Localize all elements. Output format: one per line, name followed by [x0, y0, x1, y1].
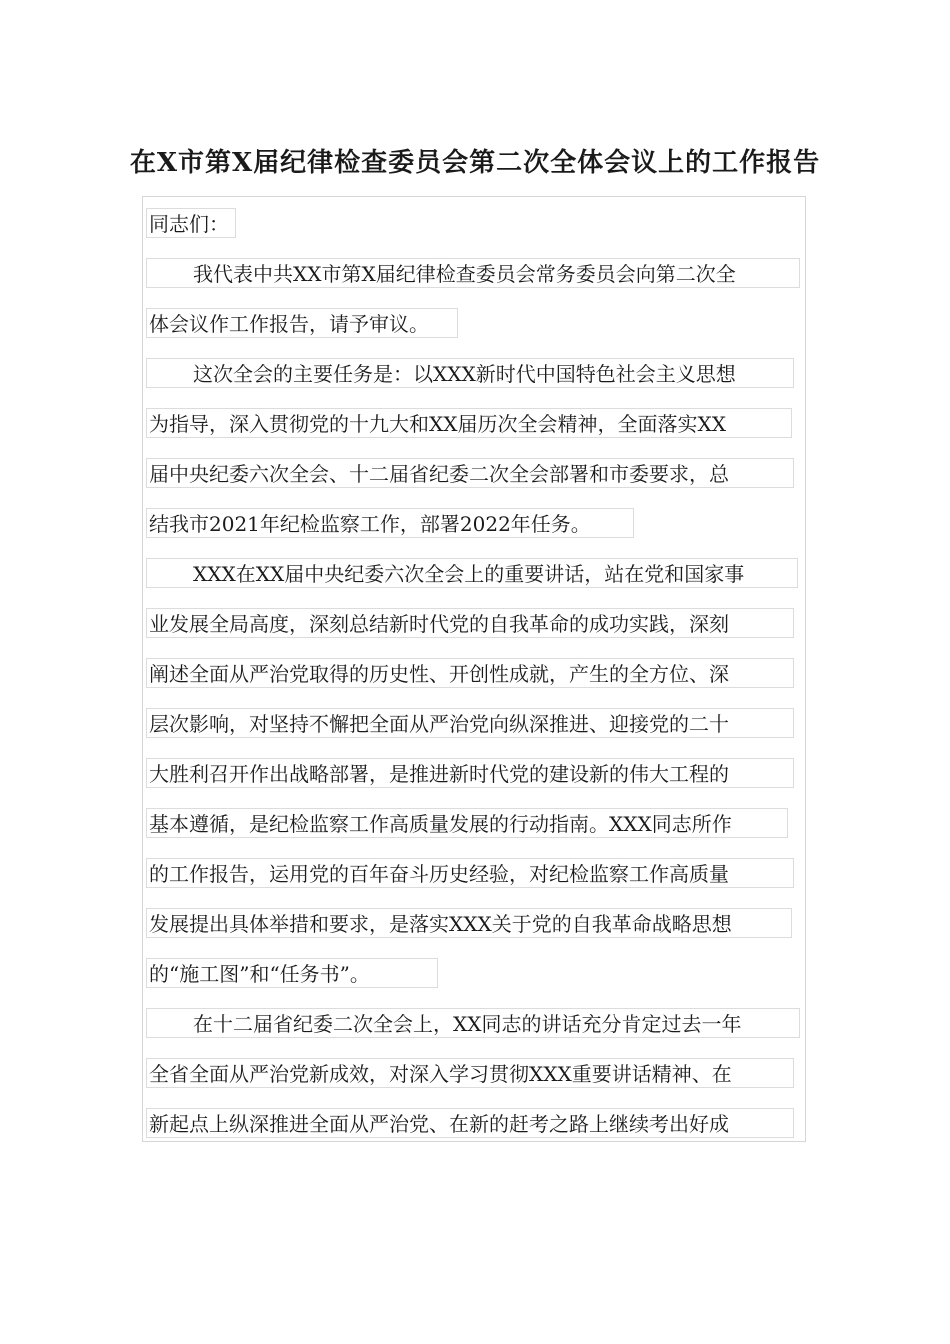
paragraph-line: 我代表中共XX市第X届纪律检查委员会常务委员会向第二次全 [146, 258, 800, 288]
paragraph-line: 新起点上纵深推进全面从严治党、在新的赶考之路上继续考出好成 [146, 1108, 794, 1138]
paragraph-line: 结我市2021年纪检监察工作，部署2022年任务。 [146, 508, 634, 538]
paragraph-line: 发展提出具体举措和要求，是落实XXX关于党的自我革命战略思想 [146, 908, 792, 938]
paragraph-line: 层次影响，对坚持不懈把全面从严治党向纵深推进、迎接党的二十 [146, 708, 794, 738]
paragraph-line: 的工作报告，运用党的百年奋斗历史经验，对纪检监察工作高质量 [146, 858, 794, 888]
salutation: 同志们： [146, 208, 236, 238]
page-title: 在X市第X届纪律检查委员会第二次全体会议上的工作报告 [129, 148, 821, 178]
paragraph-line: 业发展全局高度，深刻总结新时代党的自我革命的成功实践，深刻 [146, 608, 794, 638]
paragraph-line: 在十二届省纪委二次全会上，XX同志的讲话充分肯定过去一年 [146, 1008, 800, 1038]
paragraph-line: 这次全会的主要任务是：以XXX新时代中国特色社会主义思想 [146, 358, 794, 388]
paragraph-line: 的“施工图”和“任务书”。 [146, 958, 438, 988]
paragraph-line: 大胜利召开作出战略部署，是推进新时代党的建设新的伟大工程的 [146, 758, 794, 788]
paragraph-line: 全省全面从严治党新成效，对深入学习贯彻XXX重要讲话精神、在 [146, 1058, 794, 1088]
paragraph-line: 届中央纪委六次全会、十二届省纪委二次全会部署和市委要求，总 [146, 458, 794, 488]
paragraph-line: 为指导，深入贯彻党的十九大和XX届历次全会精神，全面落实XX [146, 408, 792, 438]
paragraph-line: XXX在XX届中央纪委六次全会上的重要讲话，站在党和国家事 [146, 558, 798, 588]
paragraph-line: 基本遵循，是纪检监察工作高质量发展的行动指南。XXX同志所作 [146, 808, 788, 838]
paragraph-line: 体会议作工作报告，请予审议。 [146, 308, 458, 338]
paragraph-line: 阐述全面从严治党取得的历史性、开创性成就，产生的全方位、深 [146, 658, 794, 688]
